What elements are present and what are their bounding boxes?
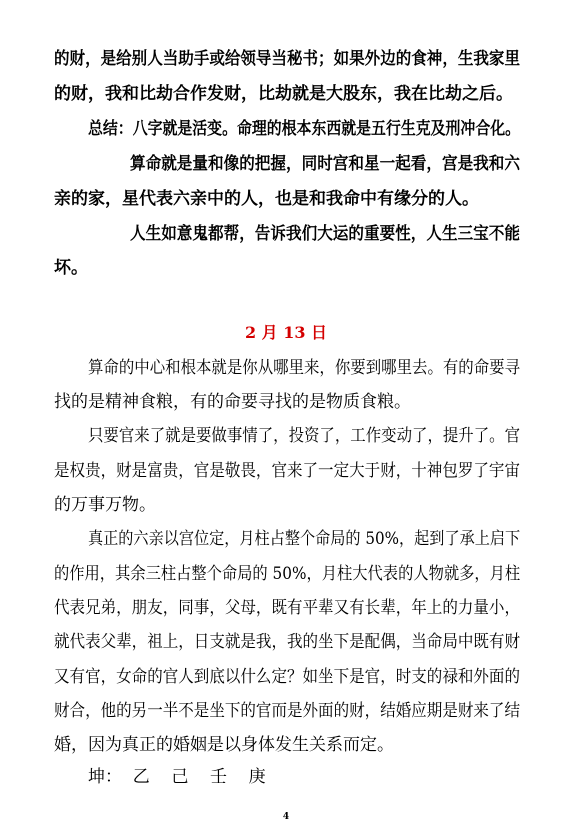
text-line: 的财，是给别人当助手或给领导当秘书；如果外边的食神，生我家里: [54, 49, 520, 69]
text-line: 又有官，女命的官人到底以什么定？如坐下是官，时支的禄和外面的: [54, 667, 520, 687]
date-heading: 2 月 13 日: [244, 323, 328, 342]
text-line: 亲的家，星代表六亲中的人，也是和我命中有缘分的人。: [54, 189, 479, 209]
text-line: 婚，因为真正的婚姻是以身体发生关系而定。: [54, 735, 394, 755]
text-line: 代表兄弟，朋友，同事，父母，既有平辈又有长辈，年上的力量小，: [54, 598, 520, 618]
bazi-line: 坤： 乙 己 壬 庚: [88, 767, 266, 787]
text-line: 坏。: [54, 258, 88, 278]
page-number: 4: [282, 812, 290, 822]
text-line: 算命就是量和像的把握，同时宫和星一起看，宫是我和六: [130, 154, 520, 174]
text-line: 的作用，其余三柱占整个命局的 50%，月柱大代表的人物就多，月柱: [54, 564, 521, 584]
text-line: 是权贵，财是富贵，官是敬畏，官来了一定大于财，十神包罗了宇宙: [54, 461, 520, 481]
text-line: 算命的中心和根本就是你从哪里来，你要到哪里去。有的命要寻: [88, 358, 521, 378]
text-line: 找的是精神食粮，有的命要寻找的是物质食粮。: [54, 392, 411, 412]
text-line: 财合，他的另一半不是坐下的官而是外面的财，结婚应期是财来了结: [54, 701, 520, 721]
text-line: 的财，我和比劫合作发财，比劫就是大股东，我在比劫之后。: [54, 84, 513, 104]
text-line: 就代表父辈，祖上，日支就是我，我的坐下是配偶，当命局中既有财: [54, 632, 520, 652]
text-line: 人生如意鬼都帮，告诉我们大运的重要性，人生三宝不能: [130, 224, 520, 244]
text-line: 真正的六亲以宫位定，月柱占整个命局的 50%，起到了承上启下: [88, 529, 521, 549]
summary-line: 总结：八字就是活变。命理的根本东西就是五行生克及刑冲合化。: [88, 119, 521, 139]
text-line: 的万事万物。: [54, 495, 156, 515]
text-line: 只要官来了就是要做事情了，投资了，工作变动了，提升了。官: [88, 426, 521, 446]
